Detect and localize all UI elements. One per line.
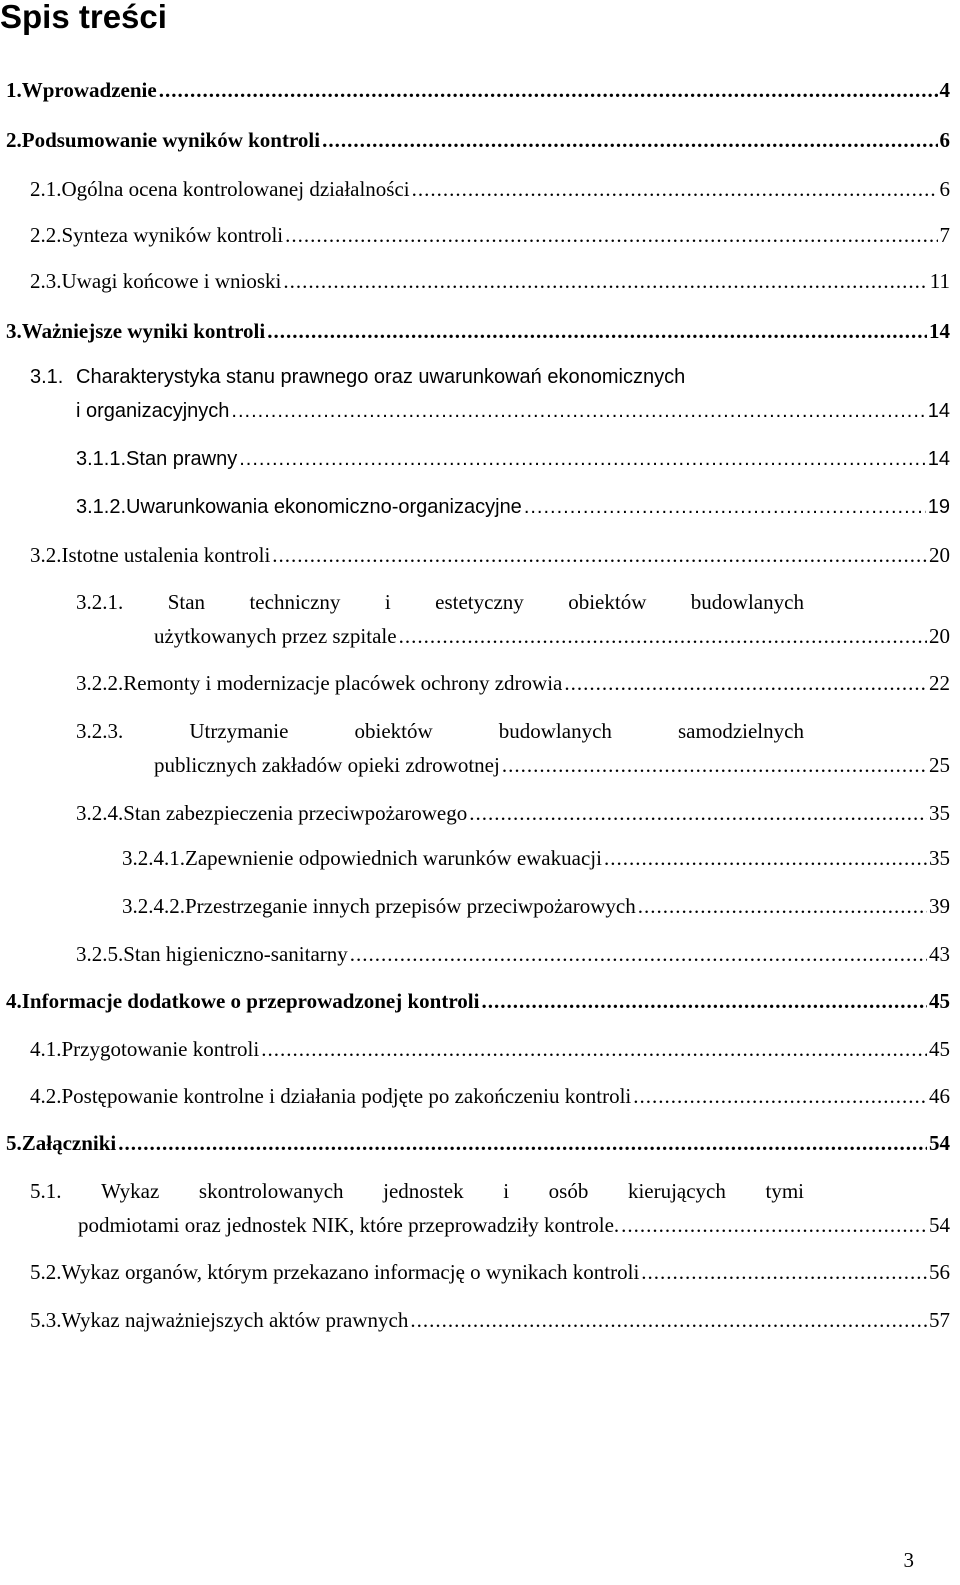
toc-entry-title: Wykaz najważniejszych aktów prawnych: [61, 1308, 409, 1332]
toc-entry-title: Stan higieniczno-sanitarny: [123, 942, 348, 966]
toc-entry-title: Istotne ustalenia kontroli: [61, 543, 271, 567]
toc-entry-title: Synteza wyników kontroli: [61, 223, 284, 247]
toc-entry-number: 4.2.: [30, 1084, 62, 1108]
toc-entry-number: 3.1.2.: [76, 496, 127, 518]
toc-entry-title: Uwagi końcowe i wnioski: [61, 269, 282, 293]
toc-entry-title-word: Wykaz: [101, 1179, 160, 1203]
toc-entry[interactable]: [6, 988, 950, 1014]
toc-entry-page: 54: [929, 1213, 950, 1237]
toc-entry-page: 14: [927, 400, 950, 422]
toc-entry-title: Załączniki: [21, 1131, 117, 1155]
toc-entry-title: Informacje dodatkowe o przeprowadzonej kontroli: [21, 989, 480, 1013]
leader-dots: [604, 845, 927, 871]
toc-entry-page: 20: [929, 624, 950, 648]
leader-dots: [481, 988, 927, 1014]
toc-entry-page: 6: [939, 177, 950, 201]
toc-entry[interactable]: [76, 800, 950, 826]
toc-entry-number: 3.2.: [30, 543, 62, 567]
toc-entry-number: 5.2.: [30, 1260, 62, 1284]
page-number: 3: [903, 1548, 914, 1572]
leader-dots: [239, 446, 926, 472]
toc-entry-title-word: Stan: [167, 590, 206, 614]
toc-entry[interactable]: [76, 446, 950, 472]
leader-dots: [502, 752, 927, 778]
toc-entry[interactable]: [122, 845, 950, 871]
toc-entry-page: 25: [929, 753, 950, 777]
toc-entry-title: Stan prawny: [126, 448, 238, 470]
toc-entry-page: 35: [929, 801, 950, 825]
toc-entry[interactable]: [30, 222, 950, 248]
toc-entry-number: 5.1.: [30, 1179, 62, 1203]
toc-entry-title-word: skontrolowanych: [198, 1179, 344, 1203]
toc-entry-title-word: budowlanych: [690, 590, 804, 614]
toc-entry-title: Przygotowanie kontroli: [61, 1037, 260, 1061]
toc-entry-title-continued: podmiotami oraz jednostek NIK, które przeprowadziły kontrole.: [78, 1213, 620, 1237]
toc-entry[interactable]: [30, 1307, 950, 1333]
toc-entry-page: 35: [929, 846, 950, 870]
leader-dots: [350, 941, 927, 967]
toc-entry-number: 3.2.5.: [76, 942, 124, 966]
leader-dots: [641, 1259, 927, 1285]
toc-entry-number: 2.1.: [30, 177, 62, 201]
leader-dots: [621, 1212, 927, 1238]
toc-entry-page: 20: [929, 543, 950, 567]
toc-entry-title: Podsumowanie wyników kontroli: [21, 128, 321, 152]
leader-dots: [283, 268, 927, 294]
leader-dots: [564, 670, 927, 696]
toc-entry-title-word: budowlanych: [498, 719, 612, 743]
toc-entry-number: 2.2.: [30, 223, 62, 247]
toc-entry-title-word: obiektów: [568, 590, 647, 614]
toc-entry[interactable]: [76, 494, 950, 520]
toc-entry-title-word: tymi: [765, 1179, 804, 1203]
toc-entry-number: 3.2.4.: [76, 801, 124, 825]
toc-entry[interactable]: [6, 77, 950, 103]
toc-entry-title: Uwarunkowania ekonomiczno-organizacyjne: [126, 496, 522, 518]
toc-entry-number: 3.1.1.: [76, 448, 127, 470]
leader-dots: [633, 1083, 927, 1109]
toc-entry[interactable]: [30, 542, 950, 568]
leader-dots: [231, 398, 925, 424]
toc-entry-page: 14: [927, 448, 950, 470]
toc-entry-number: 3.: [6, 319, 22, 343]
toc-entry[interactable]: [30, 268, 950, 294]
toc-entry-number: 5.3.: [30, 1308, 62, 1332]
toc-entry-title: Postępowanie kontrolne i działania podjęte po zakończeniu kontroli: [61, 1084, 632, 1108]
page-title: Spis treści: [0, 0, 167, 35]
toc-entry-title: Zapewnienie odpowiednich warunków ewakuacji: [185, 846, 602, 870]
leader-dots: [399, 623, 927, 649]
toc-entry[interactable]: [30, 1083, 950, 1109]
toc-entry-title: Wprowadzenie: [21, 78, 157, 102]
toc-entry-page: 22: [929, 671, 950, 695]
leader-dots: [267, 318, 927, 344]
toc-entry-title-word: osób: [548, 1179, 589, 1203]
toc-entry-number: 1.: [6, 78, 22, 102]
toc-entry-title: Stan zabezpieczenia przeciwpożarowego: [123, 801, 468, 825]
toc-entry-number: 3.1.: [30, 366, 64, 388]
toc-entry[interactable]: [30, 1036, 950, 1062]
toc-entry-number: 5.: [6, 1131, 22, 1155]
leader-dots: [285, 222, 937, 248]
toc-entry-page: 45: [929, 989, 950, 1013]
toc-entry-title-word: obiektów: [354, 719, 433, 743]
toc-entry-page: 57: [929, 1308, 950, 1332]
toc-entry-number: 4.1.: [30, 1037, 62, 1061]
toc-entry-number: 2.3.: [30, 269, 62, 293]
toc-entry[interactable]: [76, 670, 950, 696]
toc-entry-title-continued: i organizacyjnych: [76, 400, 230, 422]
toc-entry-title-word: i: [384, 590, 391, 614]
toc-entry-title-word: techniczny: [249, 590, 341, 614]
toc-entry[interactable]: [6, 318, 950, 344]
toc-entry-number: 3.2.3.: [76, 719, 124, 743]
toc-entry-number: 2.: [6, 128, 22, 152]
leader-dots: [322, 127, 937, 153]
toc-entry-page: 39: [929, 894, 950, 918]
toc-entry-page: 45: [929, 1037, 950, 1061]
toc-entry-title: Przestrzeganie innych przepisów przeciwpożarowych: [185, 894, 636, 918]
toc-entry-number: 3.2.4.1.: [122, 846, 185, 870]
leader-dots: [524, 494, 926, 520]
toc-entry-number: 3.2.2.: [76, 671, 124, 695]
toc-entry[interactable]: [122, 893, 950, 919]
toc-entry-title-word: i: [503, 1179, 510, 1203]
toc-entry-number: 3.2.4.2.: [122, 894, 185, 918]
toc-entry[interactable]: [30, 176, 950, 202]
toc-entry-title-word: samodzielnych: [678, 719, 804, 743]
leader-dots: [412, 176, 938, 202]
toc-entry-title-word: Utrzymanie: [189, 719, 289, 743]
leader-dots: [469, 800, 927, 826]
toc-entry-page: 4: [939, 78, 950, 102]
leader-dots: [272, 542, 927, 568]
toc-entry-title-word: kierujących: [627, 1179, 726, 1203]
toc-entry-title: Charakterystyka stanu prawnego oraz uwarunkowań ekonomicznych: [76, 366, 686, 388]
toc-entry-page: 14: [929, 319, 950, 343]
toc-entry-title: Ogólna ocena kontrolowanej działalności: [61, 177, 410, 201]
leader-dots: [261, 1036, 927, 1062]
toc-entry-title-word: jednostek: [383, 1179, 464, 1203]
toc-entry-title: Wykaz organów, którym przekazano informację o wynikach kontroli: [61, 1260, 640, 1284]
leader-dots: [118, 1130, 927, 1156]
toc-entry-title: Remonty i modernizacje placówek ochrony zdrowia: [123, 671, 563, 695]
leader-dots: [159, 77, 938, 103]
toc-entry[interactable]: [30, 1259, 950, 1285]
toc-entry-number: 3.2.1.: [76, 590, 124, 614]
toc-entry-title: Ważniejsze wyniki kontroli: [21, 319, 266, 343]
toc-entry-title-word: estetyczny: [435, 590, 524, 614]
toc-entry-title-continued: publicznych zakładów opieki zdrowotnej: [154, 753, 500, 777]
toc-entry-page: 43: [929, 942, 950, 966]
toc-entry-number: 4.: [6, 989, 22, 1013]
toc-entry[interactable]: [6, 127, 950, 153]
toc-entry-page: 6: [939, 128, 950, 152]
toc-entry-page: 56: [929, 1260, 950, 1284]
leader-dots: [638, 893, 927, 919]
toc-entry-page: 11: [929, 269, 950, 293]
toc-entry-page: 7: [939, 223, 950, 247]
leader-dots: [410, 1307, 927, 1333]
toc-entry[interactable]: [76, 941, 950, 967]
toc-entry[interactable]: [6, 1130, 950, 1156]
toc-entry-page: 46: [929, 1084, 950, 1108]
toc-entry-page: 54: [929, 1131, 950, 1155]
toc-entry-title-continued: użytkowanych przez szpitale: [154, 624, 397, 648]
toc-entry-page: 19: [927, 496, 950, 518]
